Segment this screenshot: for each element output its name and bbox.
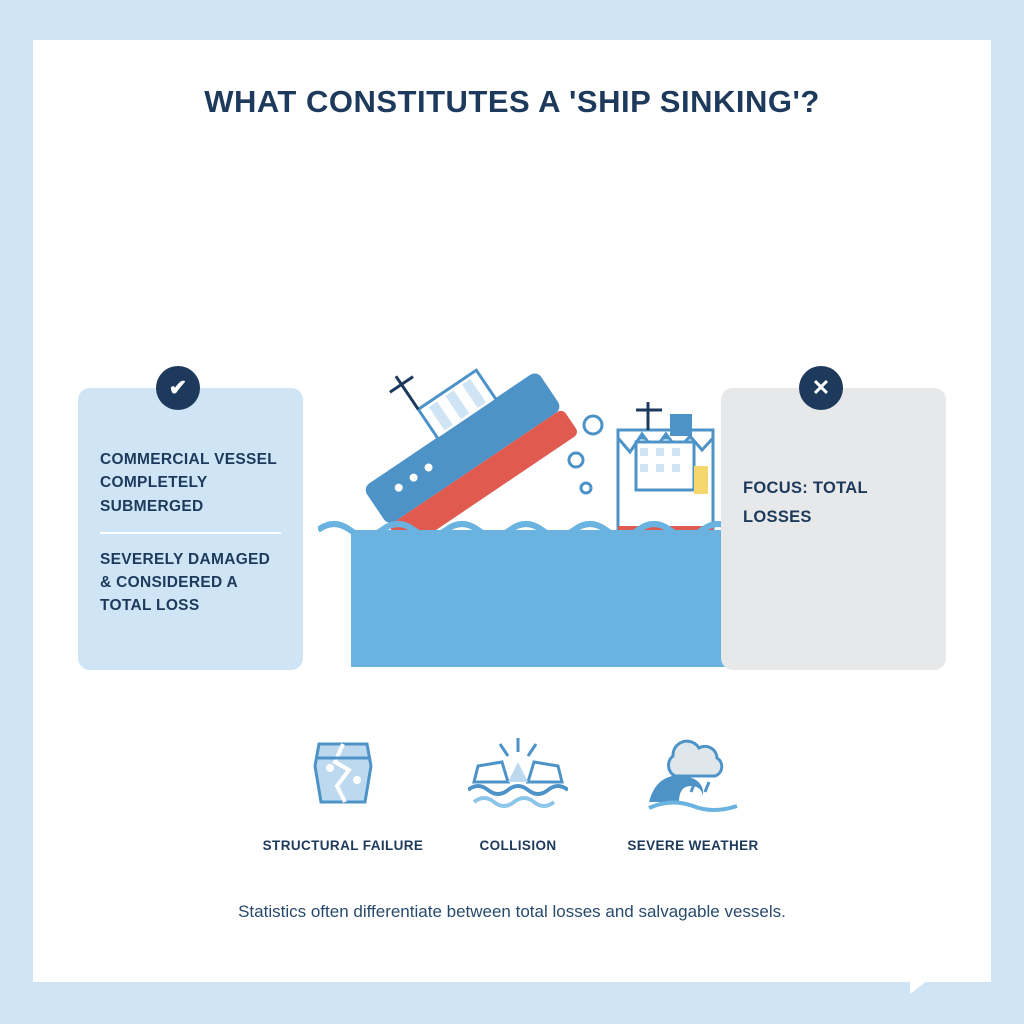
check-icon: ✔ — [156, 366, 200, 410]
cause-label: COLLISION — [479, 838, 557, 853]
cause-collision — [433, 730, 603, 853]
criteria-left-line-1: COMMERCIAL VESSEL COMPLETELY SUBMERGED — [100, 451, 277, 515]
structural-failure-icon — [299, 730, 387, 812]
footnote-text: Statistics often differentiate between total losses and salvagable vessels. — [238, 902, 786, 921]
bubble-tail — [910, 968, 944, 994]
collision-icon — [468, 730, 568, 812]
water-block — [351, 530, 755, 667]
panel-divider — [100, 532, 281, 534]
causes-row — [258, 730, 778, 853]
cause-structural-failure — [258, 730, 428, 853]
criteria-left-line-2: SEVERELY DAMAGED & CONSIDERED A TOTAL LOSS — [100, 550, 271, 615]
cause-severe-weather — [608, 730, 778, 853]
sinking-ship-illustration — [318, 330, 758, 670]
cause-label: STRUCTURAL FAILURE — [262, 838, 424, 853]
cause-label: SEVERE WEATHER — [627, 838, 759, 853]
cross-icon: ✕ — [799, 366, 843, 410]
criteria-panel-left — [78, 375, 303, 670]
infographic-card — [33, 40, 991, 982]
criteria-right-text: FOCUS: TOTAL LOSSES — [743, 479, 868, 526]
criteria-panel-right — [721, 375, 946, 670]
severe-weather-icon — [645, 730, 741, 812]
page-title: WHAT CONSTITUTES A 'SHIP SINKING'? — [204, 84, 820, 119]
